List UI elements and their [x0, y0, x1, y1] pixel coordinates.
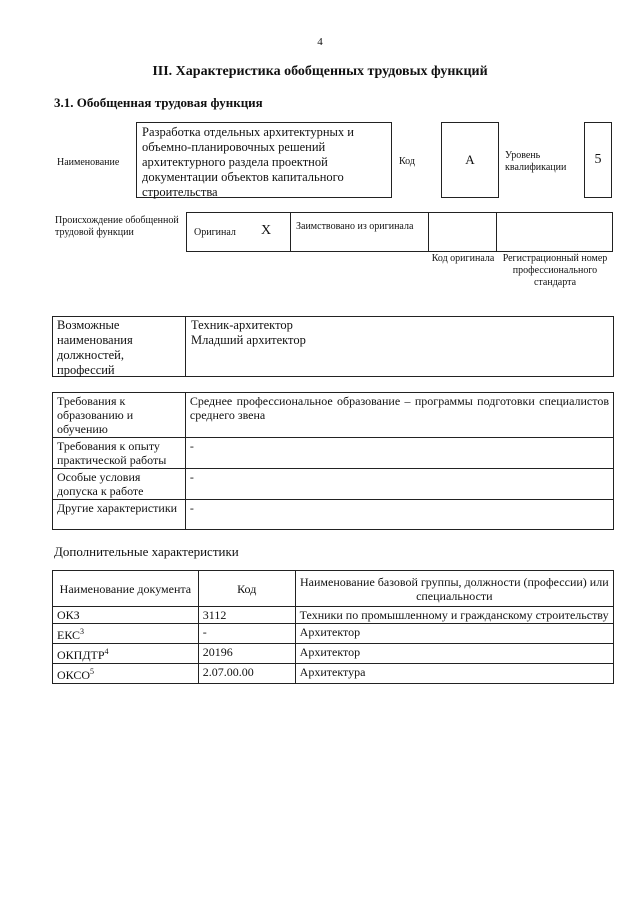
position-1: Техник-архитектор: [191, 318, 293, 332]
requirements-table: [52, 392, 614, 530]
row-name: Техники по промышленному и гражданскому строительству: [295, 607, 613, 624]
req-value: Среднее профессиональное образование – программы подготовки специалистов среднего звена: [185, 393, 613, 438]
row-code: 20196: [198, 644, 295, 664]
function-name-value: Разработка отдельных архитектурных и объемно-планировочных решений архитектурного раздела проектной документации объектов капитального строительства: [142, 125, 354, 199]
row-code: 3112: [198, 607, 295, 624]
origin-label: Происхождение обобщенной трудовой функции: [55, 215, 179, 238]
header-name: Наименование базовой группы, должности (профессии) или специальности: [295, 571, 613, 607]
row-code: 2.07.00.00: [198, 664, 295, 684]
original-mark: X: [261, 223, 272, 238]
subsection-title: 3.1. Обобщенная трудовая функция: [54, 95, 263, 110]
req-label: Другие характеристики: [53, 500, 186, 530]
row-doc: ОКСО: [57, 668, 91, 682]
row-doc: ОКПДТР: [57, 648, 105, 662]
page-number: 4: [317, 36, 323, 48]
borrowed-label: Заимствовано из оригинала: [296, 221, 414, 232]
code-value: A: [465, 152, 475, 167]
table-row: [53, 500, 614, 530]
row-name: Архитектура: [295, 664, 613, 684]
function-name-box: [136, 122, 392, 198]
table-row: [53, 664, 614, 684]
req-label: Требования к опыту практической работы: [53, 438, 186, 469]
positions-label: Возможные наименования должностей, профессий: [57, 318, 133, 377]
req-value: -: [185, 438, 613, 469]
header-code: Код: [198, 571, 295, 607]
footnote-ref: 3: [80, 627, 85, 636]
table-row: [53, 607, 614, 624]
footnote-ref: 5: [90, 667, 95, 676]
original-label: Оригинал: [194, 227, 236, 238]
header-doc: Наименование документа: [53, 571, 199, 607]
row-doc: ЕКС: [57, 628, 81, 642]
table-header-row: [53, 571, 614, 607]
additional-title: Дополнительные характеристики: [54, 544, 239, 559]
table-row: [53, 624, 614, 644]
section-title: III. Характеристика обобщенных трудовых функций: [152, 64, 488, 79]
level-label: Уровень квалификации: [505, 150, 567, 173]
table-row: [53, 644, 614, 664]
reg-number-caption: Регистрационный номер профессионального стандарта: [502, 253, 608, 288]
table-row: [53, 438, 614, 469]
footnote-ref: 4: [104, 647, 109, 656]
req-value: -: [185, 500, 613, 530]
table-row: [53, 393, 614, 438]
table-row: [53, 469, 614, 500]
row-code: -: [198, 624, 295, 644]
level-value-box: [584, 122, 612, 198]
additional-table: [52, 570, 614, 684]
row-name: Архитектор: [295, 624, 613, 644]
level-value: 5: [594, 152, 602, 167]
position-2: Младший архитектор: [191, 333, 306, 347]
req-label: Особые условия допуска к работе: [53, 469, 186, 500]
req-label: Требования к образованию и обучению: [53, 393, 186, 438]
code-value-box: [441, 122, 499, 198]
row-doc: ОКЗ: [57, 608, 80, 622]
row-name: Архитектор: [295, 644, 613, 664]
code-original-caption: Код оригинала: [431, 253, 495, 264]
name-label: Наименование: [57, 157, 120, 168]
req-value: -: [185, 469, 613, 500]
code-label: Код: [399, 156, 415, 167]
